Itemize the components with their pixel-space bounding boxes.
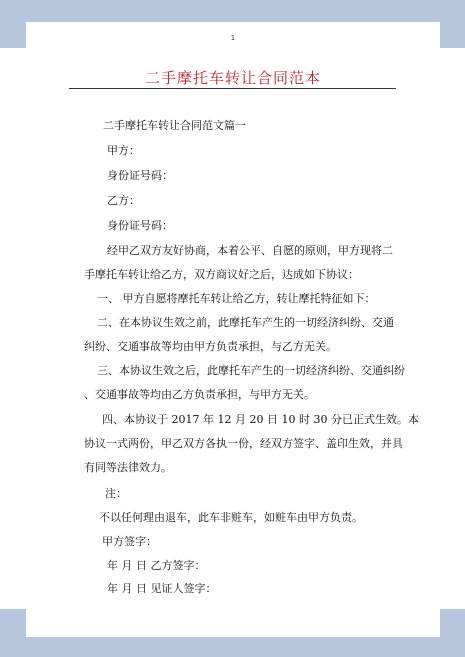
page-number: 1 bbox=[230, 34, 236, 42]
clause-3-line: 、交通事故等均由乙方负责承担，与甲方无关。 bbox=[84, 388, 315, 401]
party-a-id-label: 身份证号码： bbox=[107, 169, 173, 182]
party-a-label: 甲方： bbox=[107, 144, 140, 157]
clause-3-line: 三、本协议生效之后，此摩托车产生的一切经济纠纷、交通纠纷 bbox=[97, 364, 405, 377]
clause-4-line: 协议一式两份，甲乙双方各执一份，经双方签字、盖印生效，并具 bbox=[84, 437, 403, 450]
document-page bbox=[26, 22, 440, 637]
paragraph-line: 经甲乙双方友好协商，本着公平、自愿的原则，甲方现将二 bbox=[107, 244, 393, 257]
clause-1: 一、 甲方自愿将摩托车转让给乙方，转让摩托特征如下： bbox=[97, 292, 376, 305]
clause-4-line: 有同等法律效力。 bbox=[84, 461, 172, 474]
party-b-id-label: 身份证号码： bbox=[107, 219, 173, 232]
clause-4-line: 四、本协议于 2017 年 12 月 20 日 10 时 30 分已正式生效。本 bbox=[102, 413, 419, 426]
party-b-signature-line: 年 月 日 乙方签字： bbox=[107, 559, 206, 572]
clause-2-line: 纠纷、交通事故等均由甲方负责承担，与乙方无关。 bbox=[84, 340, 337, 353]
note-text: 不以任何理由退车，此车非赃车，如赃车由甲方负责。 bbox=[99, 511, 363, 524]
party-b-label: 乙方： bbox=[107, 194, 140, 207]
paragraph-line: 手摩托车转让给乙方，双方商议好之后，达成如下协议： bbox=[84, 268, 359, 281]
party-a-signature-label: 甲方签字： bbox=[102, 535, 157, 548]
witness-signature-line: 年 月 日 见证人签字： bbox=[107, 582, 217, 595]
section-heading: 二手摩托车转让合同范文篇一 bbox=[103, 119, 246, 132]
document-title: 二手摩托车转让合同范本 bbox=[144, 69, 321, 87]
note-label: 注： bbox=[105, 487, 127, 500]
title-divider bbox=[69, 88, 396, 89]
clause-2-line: 二、在本协议生效之前，此摩托车产生的一切经济纠纷、交通 bbox=[97, 316, 394, 329]
